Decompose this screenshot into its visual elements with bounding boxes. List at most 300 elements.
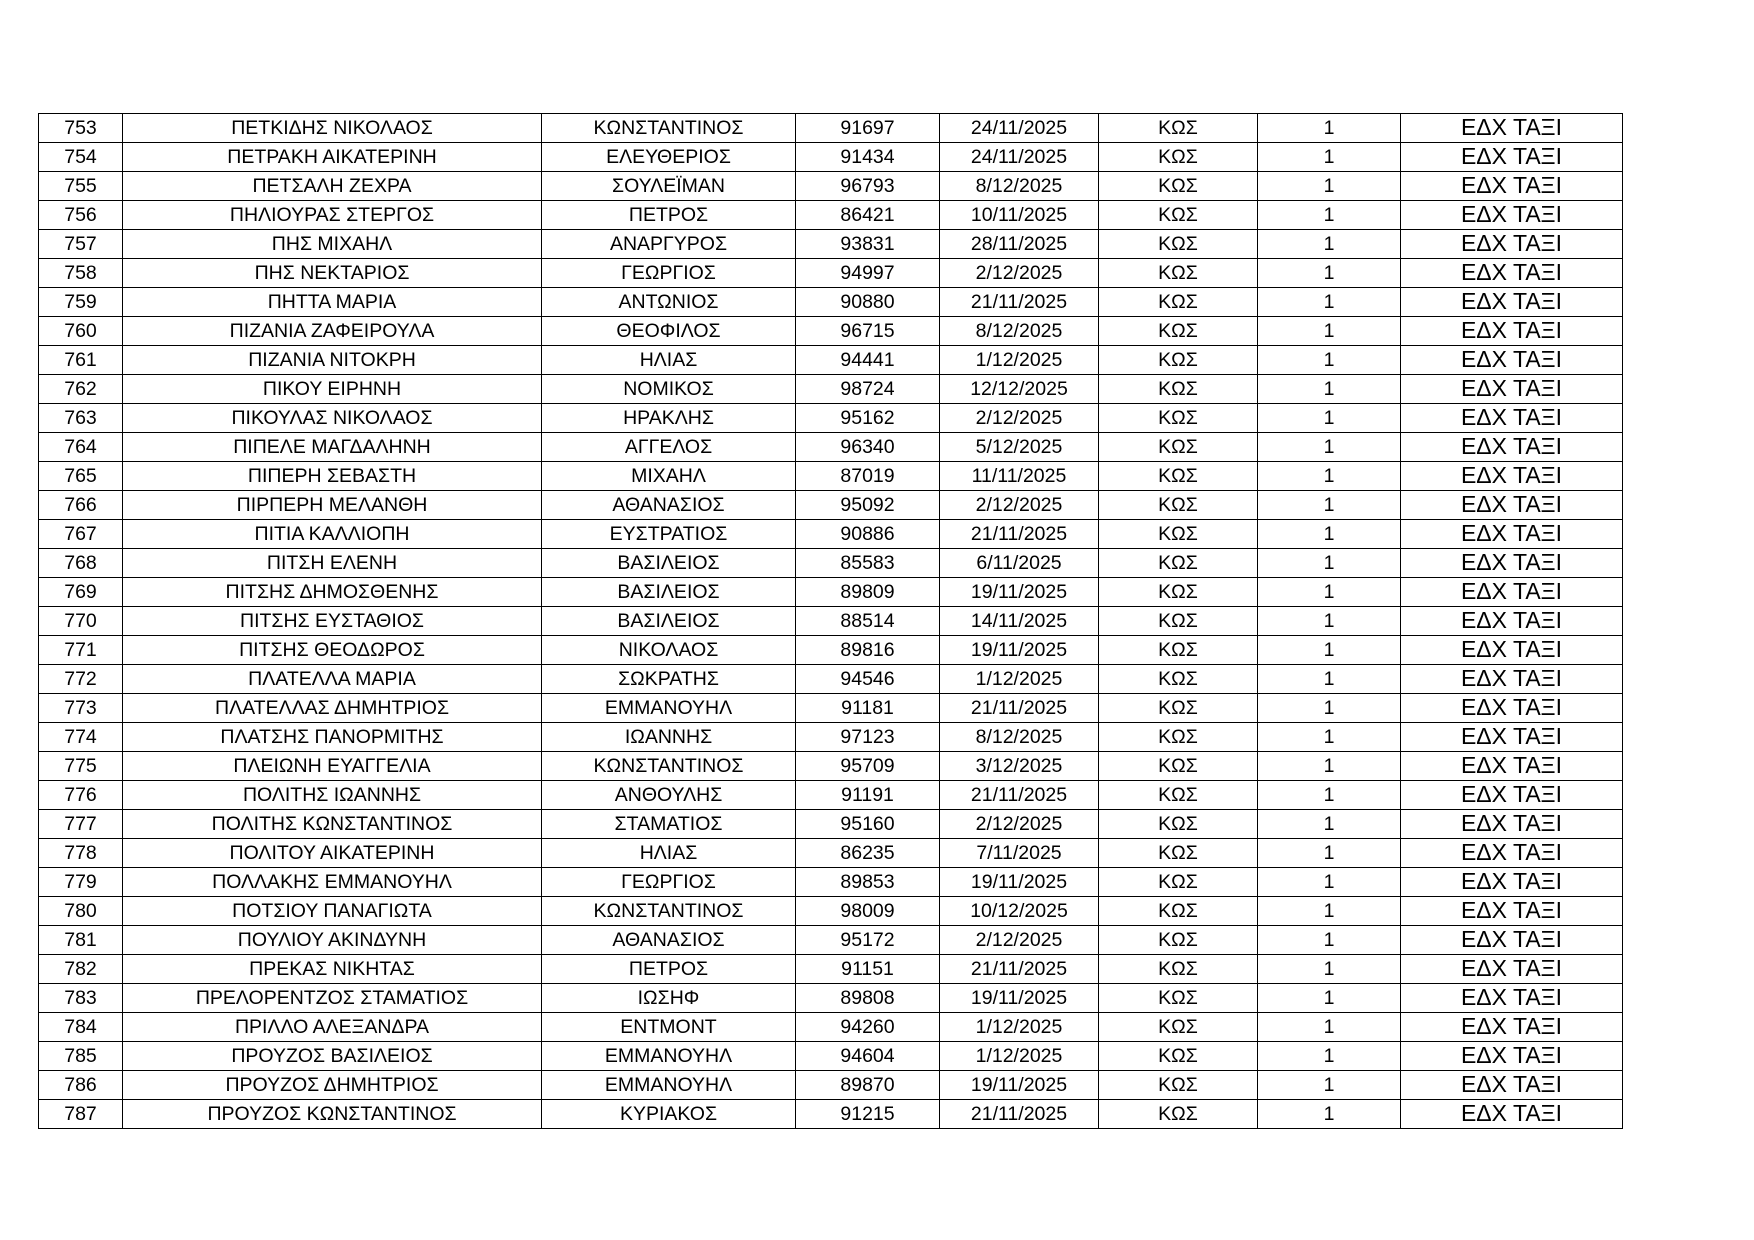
father-name-cell: ΝΟΜΙΚΟΣ [542, 375, 796, 404]
father-name-cell: ΑΓΓΕΛΟΣ [542, 433, 796, 462]
count-cell: 1 [1258, 636, 1401, 665]
full-name-cell: ΠΙΤΣΗΣ ΘΕΟΔΩΡΟΣ [123, 636, 542, 665]
table-row [39, 578, 1623, 607]
row-number: 764 [39, 433, 123, 462]
location-cell: ΚΩΣ [1099, 636, 1258, 665]
status-cell: ΕΔΧ ΤΑΞΙ [1401, 201, 1623, 230]
date-cell: 1/12/2025 [940, 665, 1099, 694]
code-cell: 93831 [796, 230, 940, 259]
location-cell: ΚΩΣ [1099, 984, 1258, 1013]
location-cell: ΚΩΣ [1099, 230, 1258, 259]
full-name-cell: ΠΟΥΛΙΟΥ ΑΚΙΝΔΥΝΗ [123, 926, 542, 955]
father-name-cell: ΗΡΑΚΛΗΣ [542, 404, 796, 433]
full-name-cell: ΠΛΕΙΩΝΗ ΕΥΑΓΓΕΛΙΑ [123, 752, 542, 781]
code-cell: 95162 [796, 404, 940, 433]
table-row [39, 839, 1623, 868]
father-name-cell: ΑΝΤΩΝΙΟΣ [542, 288, 796, 317]
count-cell: 1 [1258, 926, 1401, 955]
location-cell: ΚΩΣ [1099, 201, 1258, 230]
count-cell: 1 [1258, 752, 1401, 781]
table-row [39, 781, 1623, 810]
date-cell: 6/11/2025 [940, 549, 1099, 578]
full-name-cell: ΠΕΤΚΙΔΗΣ ΝΙΚΟΛΑΟΣ [123, 114, 542, 143]
code-cell: 91181 [796, 694, 940, 723]
full-name-cell: ΠΟΛΙΤΟΥ ΑΙΚΑΤΕΡΙΝΗ [123, 839, 542, 868]
father-name-cell: ΒΑΣΙΛΕΙΟΣ [542, 578, 796, 607]
location-cell: ΚΩΣ [1099, 752, 1258, 781]
date-cell: 2/12/2025 [940, 926, 1099, 955]
date-cell: 24/11/2025 [940, 114, 1099, 143]
father-name-cell: ΕΜΜΑΝΟΥΗΛ [542, 1042, 796, 1071]
father-name-cell: ΣΟΥΛΕΪΜΑΝ [542, 172, 796, 201]
location-cell: ΚΩΣ [1099, 1100, 1258, 1129]
table-row [39, 433, 1623, 462]
full-name-cell: ΠΟΛΙΤΗΣ ΙΩΑΝΝΗΣ [123, 781, 542, 810]
row-number: 776 [39, 781, 123, 810]
date-cell: 11/11/2025 [940, 462, 1099, 491]
row-number: 785 [39, 1042, 123, 1071]
table-row [39, 1071, 1623, 1100]
status-cell: ΕΔΧ ΤΑΞΙ [1401, 984, 1623, 1013]
code-cell: 89870 [796, 1071, 940, 1100]
status-cell: ΕΔΧ ΤΑΞΙ [1401, 955, 1623, 984]
father-name-cell: ΑΝΑΡΓΥΡΟΣ [542, 230, 796, 259]
status-cell: ΕΔΧ ΤΑΞΙ [1401, 752, 1623, 781]
count-cell: 1 [1258, 491, 1401, 520]
code-cell: 88514 [796, 607, 940, 636]
location-cell: ΚΩΣ [1099, 810, 1258, 839]
status-cell: ΕΔΧ ΤΑΞΙ [1401, 259, 1623, 288]
status-cell: ΕΔΧ ΤΑΞΙ [1401, 491, 1623, 520]
location-cell: ΚΩΣ [1099, 259, 1258, 288]
status-cell: ΕΔΧ ΤΑΞΙ [1401, 607, 1623, 636]
table-row [39, 636, 1623, 665]
count-cell: 1 [1258, 839, 1401, 868]
location-cell: ΚΩΣ [1099, 694, 1258, 723]
count-cell: 1 [1258, 607, 1401, 636]
full-name-cell: ΠΛΑΤΕΛΛΑ ΜΑΡΙΑ [123, 665, 542, 694]
row-number: 774 [39, 723, 123, 752]
count-cell: 1 [1258, 810, 1401, 839]
count-cell: 1 [1258, 346, 1401, 375]
count-cell: 1 [1258, 1100, 1401, 1129]
location-cell: ΚΩΣ [1099, 346, 1258, 375]
table-row [39, 462, 1623, 491]
row-number: 783 [39, 984, 123, 1013]
location-cell: ΚΩΣ [1099, 114, 1258, 143]
table-row [39, 694, 1623, 723]
date-cell: 14/11/2025 [940, 607, 1099, 636]
status-cell: ΕΔΧ ΤΑΞΙ [1401, 230, 1623, 259]
date-cell: 21/11/2025 [940, 781, 1099, 810]
code-cell: 91151 [796, 955, 940, 984]
table-row [39, 259, 1623, 288]
father-name-cell: ΕΜΜΑΝΟΥΗΛ [542, 694, 796, 723]
status-cell: ΕΔΧ ΤΑΞΙ [1401, 694, 1623, 723]
count-cell: 1 [1258, 404, 1401, 433]
location-cell: ΚΩΣ [1099, 549, 1258, 578]
count-cell: 1 [1258, 375, 1401, 404]
father-name-cell: ΙΩΑΝΝΗΣ [542, 723, 796, 752]
count-cell: 1 [1258, 955, 1401, 984]
father-name-cell: ΙΩΣΗΦ [542, 984, 796, 1013]
date-cell: 8/12/2025 [940, 723, 1099, 752]
full-name-cell: ΠΡΙΛΛΟ ΑΛΕΞΑΝΔΡΑ [123, 1013, 542, 1042]
code-cell: 90886 [796, 520, 940, 549]
father-name-cell: ΚΩΝΣΤΑΝΤΙΝΟΣ [542, 752, 796, 781]
status-cell: ΕΔΧ ΤΑΞΙ [1401, 1013, 1623, 1042]
location-cell: ΚΩΣ [1099, 723, 1258, 752]
date-cell: 2/12/2025 [940, 404, 1099, 433]
table-row [39, 607, 1623, 636]
father-name-cell: ΒΑΣΙΛΕΙΟΣ [542, 607, 796, 636]
date-cell: 8/12/2025 [940, 317, 1099, 346]
code-cell: 91697 [796, 114, 940, 143]
father-name-cell: ΕΝΤΜΟΝΤ [542, 1013, 796, 1042]
table-row [39, 984, 1623, 1013]
count-cell: 1 [1258, 549, 1401, 578]
date-cell: 19/11/2025 [940, 984, 1099, 1013]
table-row [39, 1100, 1623, 1129]
father-name-cell: ΕΥΣΤΡΑΤΙΟΣ [542, 520, 796, 549]
code-cell: 96793 [796, 172, 940, 201]
row-number: 755 [39, 172, 123, 201]
father-name-cell: ΚΥΡΙΑΚΟΣ [542, 1100, 796, 1129]
status-cell: ΕΔΧ ΤΑΞΙ [1401, 172, 1623, 201]
location-cell: ΚΩΣ [1099, 897, 1258, 926]
father-name-cell: ΠΕΤΡΟΣ [542, 201, 796, 230]
date-cell: 7/11/2025 [940, 839, 1099, 868]
location-cell: ΚΩΣ [1099, 839, 1258, 868]
date-cell: 21/11/2025 [940, 288, 1099, 317]
location-cell: ΚΩΣ [1099, 665, 1258, 694]
table-row [39, 810, 1623, 839]
status-cell: ΕΔΧ ΤΑΞΙ [1401, 839, 1623, 868]
full-name-cell: ΠΗΣ ΜΙΧΑΗΛ [123, 230, 542, 259]
date-cell: 5/12/2025 [940, 433, 1099, 462]
status-cell: ΕΔΧ ΤΑΞΙ [1401, 810, 1623, 839]
status-cell: ΕΔΧ ΤΑΞΙ [1401, 926, 1623, 955]
row-number: 756 [39, 201, 123, 230]
code-cell: 86235 [796, 839, 940, 868]
status-cell: ΕΔΧ ΤΑΞΙ [1401, 433, 1623, 462]
count-cell: 1 [1258, 781, 1401, 810]
table-row [39, 955, 1623, 984]
count-cell: 1 [1258, 114, 1401, 143]
father-name-cell: ΑΝΘΟΥΛΗΣ [542, 781, 796, 810]
father-name-cell: ΝΙΚΟΛΑΟΣ [542, 636, 796, 665]
father-name-cell: ΠΕΤΡΟΣ [542, 955, 796, 984]
code-cell: 87019 [796, 462, 940, 491]
code-cell: 89809 [796, 578, 940, 607]
full-name-cell: ΠΙΤΣΗ ΕΛΕΝΗ [123, 549, 542, 578]
count-cell: 1 [1258, 578, 1401, 607]
table-row [39, 346, 1623, 375]
row-number: 762 [39, 375, 123, 404]
date-cell: 28/11/2025 [940, 230, 1099, 259]
location-cell: ΚΩΣ [1099, 607, 1258, 636]
row-number: 777 [39, 810, 123, 839]
location-cell: ΚΩΣ [1099, 868, 1258, 897]
code-cell: 94441 [796, 346, 940, 375]
status-cell: ΕΔΧ ΤΑΞΙ [1401, 781, 1623, 810]
date-cell: 1/12/2025 [940, 1013, 1099, 1042]
location-cell: ΚΩΣ [1099, 1013, 1258, 1042]
code-cell: 97123 [796, 723, 940, 752]
row-number: 781 [39, 926, 123, 955]
table-row [39, 520, 1623, 549]
count-cell: 1 [1258, 868, 1401, 897]
location-cell: ΚΩΣ [1099, 1071, 1258, 1100]
status-cell: ΕΔΧ ΤΑΞΙ [1401, 288, 1623, 317]
row-number: 758 [39, 259, 123, 288]
full-name-cell: ΠΡΕΚΑΣ ΝΙΚΗΤΑΣ [123, 955, 542, 984]
status-cell: ΕΔΧ ΤΑΞΙ [1401, 868, 1623, 897]
status-cell: ΕΔΧ ΤΑΞΙ [1401, 1100, 1623, 1129]
father-name-cell: ΣΩΚΡΑΤΗΣ [542, 665, 796, 694]
table-row [39, 926, 1623, 955]
code-cell: 95160 [796, 810, 940, 839]
date-cell: 10/11/2025 [940, 201, 1099, 230]
status-cell: ΕΔΧ ΤΑΞΙ [1401, 404, 1623, 433]
code-cell: 98009 [796, 897, 940, 926]
full-name-cell: ΠΙΖΑΝΙΑ ΝΙΤΟΚΡΗ [123, 346, 542, 375]
row-number: 780 [39, 897, 123, 926]
location-cell: ΚΩΣ [1099, 462, 1258, 491]
date-cell: 21/11/2025 [940, 1100, 1099, 1129]
full-name-cell: ΠΟΤΣΙΟΥ ΠΑΝΑΓΙΩΤΑ [123, 897, 542, 926]
code-cell: 95709 [796, 752, 940, 781]
father-name-cell: ΗΛΙΑΣ [542, 839, 796, 868]
row-number: 773 [39, 694, 123, 723]
row-number: 768 [39, 549, 123, 578]
row-number: 784 [39, 1013, 123, 1042]
count-cell: 1 [1258, 665, 1401, 694]
full-name-cell: ΠΙΚΟΥΛΑΣ ΝΙΚΟΛΑΟΣ [123, 404, 542, 433]
table-row [39, 317, 1623, 346]
table-row [39, 549, 1623, 578]
code-cell: 96340 [796, 433, 940, 462]
table-row [39, 1013, 1623, 1042]
row-number: 770 [39, 607, 123, 636]
row-number: 757 [39, 230, 123, 259]
date-cell: 19/11/2025 [940, 868, 1099, 897]
count-cell: 1 [1258, 1013, 1401, 1042]
date-cell: 2/12/2025 [940, 810, 1099, 839]
table-row [39, 201, 1623, 230]
father-name-cell: ΓΕΩΡΓΙΟΣ [542, 259, 796, 288]
location-cell: ΚΩΣ [1099, 143, 1258, 172]
code-cell: 89853 [796, 868, 940, 897]
father-name-cell: ΚΩΝΣΤΑΝΤΙΝΟΣ [542, 114, 796, 143]
table-row [39, 375, 1623, 404]
status-cell: ΕΔΧ ΤΑΞΙ [1401, 636, 1623, 665]
location-cell: ΚΩΣ [1099, 404, 1258, 433]
location-cell: ΚΩΣ [1099, 288, 1258, 317]
row-number: 765 [39, 462, 123, 491]
code-cell: 98724 [796, 375, 940, 404]
full-name-cell: ΠΡΟΥΖΟΣ ΚΩΝΣΤΑΝΤΙΝΟΣ [123, 1100, 542, 1129]
date-cell: 21/11/2025 [940, 955, 1099, 984]
count-cell: 1 [1258, 172, 1401, 201]
location-cell: ΚΩΣ [1099, 578, 1258, 607]
code-cell: 95172 [796, 926, 940, 955]
table-row [39, 868, 1623, 897]
table-row [39, 723, 1623, 752]
status-cell: ΕΔΧ ΤΑΞΙ [1401, 317, 1623, 346]
row-number: 767 [39, 520, 123, 549]
row-number: 761 [39, 346, 123, 375]
row-number: 779 [39, 868, 123, 897]
table-row [39, 1042, 1623, 1071]
father-name-cell: ΚΩΝΣΤΑΝΤΙΝΟΣ [542, 897, 796, 926]
count-cell: 1 [1258, 723, 1401, 752]
status-cell: ΕΔΧ ΤΑΞΙ [1401, 549, 1623, 578]
status-cell: ΕΔΧ ΤΑΞΙ [1401, 375, 1623, 404]
full-name-cell: ΠΙΤΙΑ ΚΑΛΛΙΟΠΗ [123, 520, 542, 549]
location-cell: ΚΩΣ [1099, 955, 1258, 984]
full-name-cell: ΠΛΑΤΣΗΣ ΠΑΝΟΡΜΙΤΗΣ [123, 723, 542, 752]
location-cell: ΚΩΣ [1099, 433, 1258, 462]
location-cell: ΚΩΣ [1099, 1042, 1258, 1071]
full-name-cell: ΠΗΛΙΟΥΡΑΣ ΣΤΕΡΓΟΣ [123, 201, 542, 230]
code-cell: 96715 [796, 317, 940, 346]
results-table [38, 113, 1623, 1129]
code-cell: 91215 [796, 1100, 940, 1129]
father-name-cell: ΣΤΑΜΑΤΙΟΣ [542, 810, 796, 839]
row-number: 754 [39, 143, 123, 172]
row-number: 760 [39, 317, 123, 346]
father-name-cell: ΗΛΙΑΣ [542, 346, 796, 375]
date-cell: 19/11/2025 [940, 578, 1099, 607]
code-cell: 94546 [796, 665, 940, 694]
status-cell: ΕΔΧ ΤΑΞΙ [1401, 346, 1623, 375]
date-cell: 1/12/2025 [940, 1042, 1099, 1071]
full-name-cell: ΠΙΖΑΝΙΑ ΖΑΦΕΙΡΟΥΛΑ [123, 317, 542, 346]
row-number: 786 [39, 1071, 123, 1100]
father-name-cell: ΕΜΜΑΝΟΥΗΛ [542, 1071, 796, 1100]
date-cell: 1/12/2025 [940, 346, 1099, 375]
location-cell: ΚΩΣ [1099, 491, 1258, 520]
status-cell: ΕΔΧ ΤΑΞΙ [1401, 1071, 1623, 1100]
location-cell: ΚΩΣ [1099, 520, 1258, 549]
table-row [39, 404, 1623, 433]
code-cell: 94997 [796, 259, 940, 288]
status-cell: ΕΔΧ ΤΑΞΙ [1401, 520, 1623, 549]
full-name-cell: ΠΙΠΕΛΕ ΜΑΓΔΑΛΗΝΗ [123, 433, 542, 462]
count-cell: 1 [1258, 694, 1401, 723]
father-name-cell: ΕΛΕΥΘΕΡΙΟΣ [542, 143, 796, 172]
date-cell: 19/11/2025 [940, 636, 1099, 665]
code-cell: 94604 [796, 1042, 940, 1071]
father-name-cell: ΜΙΧΑΗΛ [542, 462, 796, 491]
row-number: 775 [39, 752, 123, 781]
date-cell: 21/11/2025 [940, 520, 1099, 549]
full-name-cell: ΠΡΟΥΖΟΣ ΒΑΣΙΛΕΙΟΣ [123, 1042, 542, 1071]
father-name-cell: ΑΘΑΝΑΣΙΟΣ [542, 491, 796, 520]
row-number: 778 [39, 839, 123, 868]
date-cell: 2/12/2025 [940, 259, 1099, 288]
count-cell: 1 [1258, 433, 1401, 462]
full-name-cell: ΠΛΑΤΕΛΛΑΣ ΔΗΜΗΤΡΙΟΣ [123, 694, 542, 723]
date-cell: 8/12/2025 [940, 172, 1099, 201]
location-cell: ΚΩΣ [1099, 375, 1258, 404]
row-number: 766 [39, 491, 123, 520]
count-cell: 1 [1258, 1042, 1401, 1071]
date-cell: 19/11/2025 [940, 1071, 1099, 1100]
full-name-cell: ΠΙΠΕΡΗ ΣΕΒΑΣΤΗ [123, 462, 542, 491]
row-number: 763 [39, 404, 123, 433]
table-row [39, 897, 1623, 926]
table-row [39, 114, 1623, 143]
row-number: 769 [39, 578, 123, 607]
table-row [39, 491, 1623, 520]
date-cell: 10/12/2025 [940, 897, 1099, 926]
code-cell: 89816 [796, 636, 940, 665]
count-cell: 1 [1258, 462, 1401, 491]
code-cell: 91434 [796, 143, 940, 172]
count-cell: 1 [1258, 984, 1401, 1013]
date-cell: 2/12/2025 [940, 491, 1099, 520]
full-name-cell: ΠΡΕΛΟΡΕΝΤΖΟΣ ΣΤΑΜΑΤΙΟΣ [123, 984, 542, 1013]
status-cell: ΕΔΧ ΤΑΞΙ [1401, 665, 1623, 694]
row-number: 753 [39, 114, 123, 143]
full-name-cell: ΠΙΚΟΥ ΕΙΡΗΝΗ [123, 375, 542, 404]
code-cell: 94260 [796, 1013, 940, 1042]
location-cell: ΚΩΣ [1099, 172, 1258, 201]
code-cell: 86421 [796, 201, 940, 230]
full-name-cell: ΠΙΤΣΗΣ ΔΗΜΟΣΘΕΝΗΣ [123, 578, 542, 607]
count-cell: 1 [1258, 259, 1401, 288]
table-row [39, 288, 1623, 317]
code-cell: 91191 [796, 781, 940, 810]
status-cell: ΕΔΧ ΤΑΞΙ [1401, 1042, 1623, 1071]
row-number: 771 [39, 636, 123, 665]
status-cell: ΕΔΧ ΤΑΞΙ [1401, 114, 1623, 143]
row-number: 782 [39, 955, 123, 984]
full-name-cell: ΠΗΣ ΝΕΚΤΑΡΙΟΣ [123, 259, 542, 288]
count-cell: 1 [1258, 288, 1401, 317]
code-cell: 89808 [796, 984, 940, 1013]
father-name-cell: ΘΕΟΦΙΛΟΣ [542, 317, 796, 346]
full-name-cell: ΠΟΛΛΑΚΗΣ ΕΜΜΑΝΟΥΗΛ [123, 868, 542, 897]
father-name-cell: ΓΕΩΡΓΙΟΣ [542, 868, 796, 897]
status-cell: ΕΔΧ ΤΑΞΙ [1401, 143, 1623, 172]
full-name-cell: ΠΗΤΤΑ ΜΑΡΙΑ [123, 288, 542, 317]
table-row [39, 143, 1623, 172]
father-name-cell: ΒΑΣΙΛΕΙΟΣ [542, 549, 796, 578]
full-name-cell: ΠΙΡΠΕΡΗ ΜΕΛΑΝΘΗ [123, 491, 542, 520]
table-body [39, 114, 1623, 1129]
document-page [38, 113, 1622, 1129]
count-cell: 1 [1258, 897, 1401, 926]
full-name-cell: ΠΡΟΥΖΟΣ ΔΗΜΗΤΡΙΟΣ [123, 1071, 542, 1100]
location-cell: ΚΩΣ [1099, 317, 1258, 346]
status-cell: ΕΔΧ ΤΑΞΙ [1401, 462, 1623, 491]
table-row [39, 665, 1623, 694]
location-cell: ΚΩΣ [1099, 926, 1258, 955]
location-cell: ΚΩΣ [1099, 781, 1258, 810]
date-cell: 21/11/2025 [940, 694, 1099, 723]
code-cell: 95092 [796, 491, 940, 520]
row-number: 787 [39, 1100, 123, 1129]
code-cell: 85583 [796, 549, 940, 578]
full-name-cell: ΠΕΤΡΑΚΗ ΑΙΚΑΤΕΡΙΝΗ [123, 143, 542, 172]
date-cell: 24/11/2025 [940, 143, 1099, 172]
code-cell: 90880 [796, 288, 940, 317]
count-cell: 1 [1258, 1071, 1401, 1100]
father-name-cell: ΑΘΑΝΑΣΙΟΣ [542, 926, 796, 955]
